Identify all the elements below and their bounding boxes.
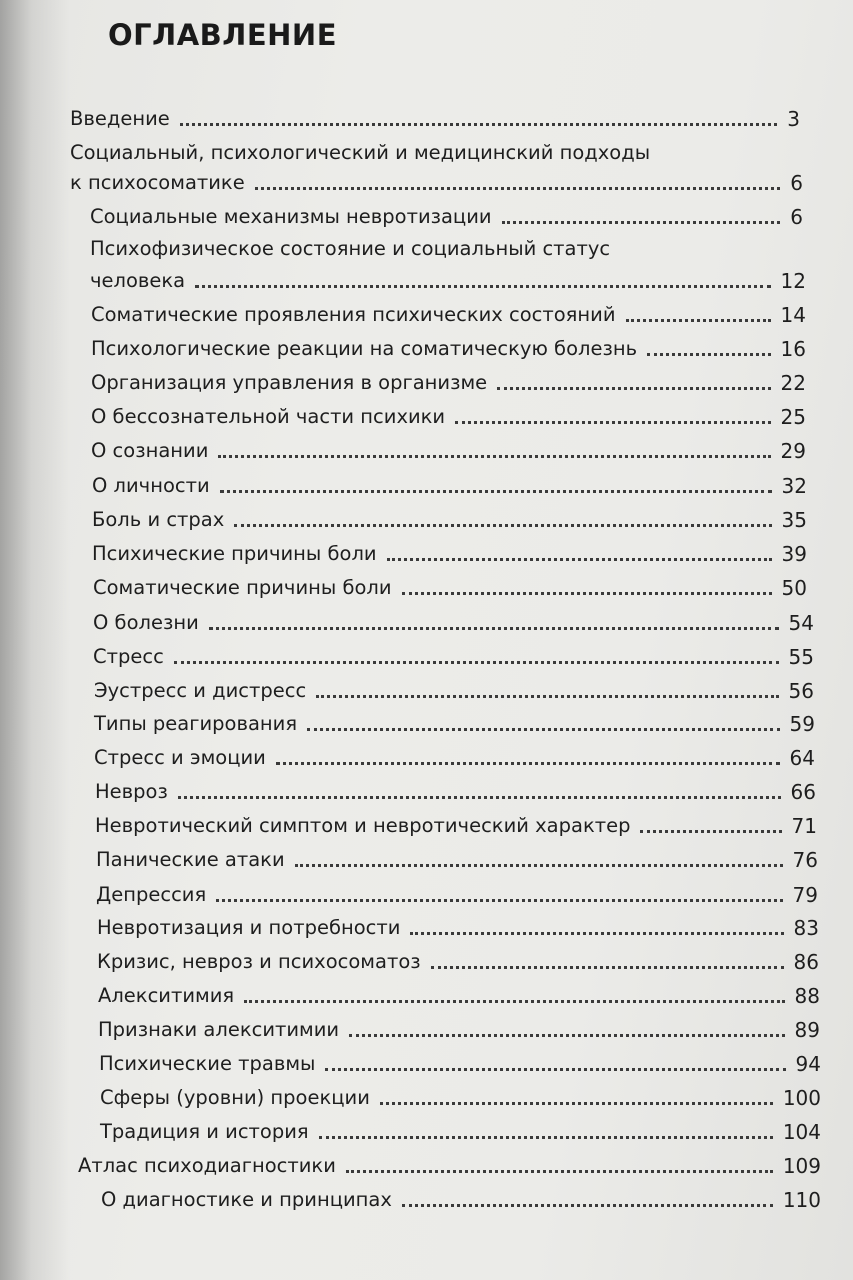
toc-entry (94, 741, 815, 771)
dot-leader (234, 524, 771, 527)
toc-entry-page: 32 (781, 474, 807, 498)
toc-entry-page: 39 (781, 542, 807, 566)
toc-entry-label: Признаки алекситимии (98, 1018, 340, 1041)
toc-entry-label: О болезни (93, 611, 199, 634)
dot-leader (502, 221, 781, 224)
toc-entry-page: 6 (790, 205, 803, 229)
dot-leader (626, 319, 771, 322)
dot-leader (380, 1102, 773, 1105)
toc-entry-page: 79 (792, 883, 818, 907)
toc-entry (93, 640, 814, 670)
toc-entry (96, 843, 818, 873)
dot-leader (387, 558, 772, 561)
dot-leader (497, 387, 770, 390)
toc-entry-label: О бессознательной части психики (91, 405, 446, 428)
toc-entry-page: 12 (780, 269, 806, 293)
toc-entry (96, 878, 818, 908)
dot-leader (410, 932, 783, 935)
dot-leader (455, 421, 770, 424)
toc-entry-page: 94 (795, 1052, 821, 1076)
toc-entry-page: 109 (782, 1154, 821, 1178)
dot-leader (220, 490, 772, 493)
page-title: ОГЛАВЛЕНИЕ (108, 18, 338, 52)
toc-entry (91, 366, 806, 396)
toc-entry (100, 1081, 821, 1111)
toc-entry-label: Психические причины боли (92, 542, 377, 565)
toc-entry (98, 979, 820, 1009)
toc-entry-label: Невротизация и потребности (97, 916, 401, 939)
toc-entry (90, 200, 803, 230)
toc-entry-page: 71 (791, 814, 817, 838)
toc-entry-label: Панические атаки (96, 848, 285, 871)
toc-entry-label: Невроз (95, 780, 168, 803)
toc-entry-label: Боль и страх (92, 508, 225, 531)
toc-entry-page: 104 (782, 1120, 821, 1144)
toc-entry (93, 606, 814, 636)
toc-entry-page: 56 (788, 679, 814, 703)
toc-entry-label: Социальные механизмы невротизации (90, 205, 492, 228)
toc-entry-page: 22 (780, 371, 806, 395)
toc-entry-page: 83 (793, 916, 819, 940)
toc-entry (92, 503, 807, 533)
dot-leader (349, 1034, 784, 1037)
toc-entry-page: 25 (780, 405, 806, 429)
toc-entry-label: О диагностике и принципах (101, 1188, 392, 1211)
dot-leader (178, 796, 781, 799)
toc-entry-label: О личности (92, 474, 210, 497)
toc-entry-label: Эустресс и дистресс (94, 679, 307, 702)
toc-entry-label: О сознании (91, 439, 209, 462)
toc-entry-page: 50 (781, 576, 807, 600)
toc-entry (99, 1047, 821, 1077)
toc-entry-label: Психофизическое состояние и социальный статус (90, 237, 611, 260)
toc-entry-page: 6 (790, 171, 803, 195)
toc-entry (70, 166, 803, 196)
dot-leader (195, 285, 770, 288)
dot-leader (174, 661, 779, 664)
toc-entry-page: 14 (780, 303, 806, 327)
toc-entry (97, 945, 819, 975)
toc-entry-label: Депрессия (96, 883, 207, 906)
toc-entry (98, 1013, 820, 1043)
toc-entry-label: человека (90, 269, 186, 292)
toc-entry (92, 469, 807, 499)
dot-leader (255, 187, 781, 190)
toc-entry-label: Невротический симптом и невротический характер (95, 814, 631, 837)
toc-entry-page: 3 (787, 107, 800, 131)
toc-entry-label: Стресс и эмоции (94, 746, 266, 769)
dot-leader (402, 592, 772, 595)
toc-entry-label: Соматические проявления психических состояний (91, 303, 616, 326)
toc-entry-label: Алекситимия (98, 984, 235, 1007)
toc-entry-label: Психические травмы (99, 1052, 316, 1075)
dot-leader (216, 899, 782, 902)
dot-leader (640, 830, 781, 833)
toc-entry (93, 571, 807, 601)
toc-entry-page: 86 (793, 950, 819, 974)
toc-entry (95, 809, 817, 839)
toc-entry-page: 54 (788, 611, 814, 635)
toc-entry (92, 537, 807, 567)
toc-entry-page: 64 (789, 746, 815, 770)
dot-leader (319, 1136, 773, 1139)
toc-entry-label: Сферы (уровни) проекции (100, 1086, 370, 1109)
toc-entry-label: Традиция и история (100, 1120, 309, 1143)
dot-leader (218, 455, 770, 458)
toc-entry-label: Организация управления в организме (91, 371, 488, 394)
toc-entry-page: 59 (789, 712, 815, 736)
toc-entry-page: 35 (781, 508, 807, 532)
toc-entry-page: 29 (780, 439, 806, 463)
toc-entry (94, 707, 815, 737)
toc-entry-label: Психологические реакции на соматическую болезнь (91, 337, 638, 360)
toc-entry (91, 298, 806, 328)
toc-entry-page: 100 (782, 1086, 821, 1110)
dot-leader (244, 1000, 784, 1003)
toc-entry (90, 264, 806, 294)
toc-entry (78, 1149, 821, 1179)
toc-entry (91, 332, 806, 362)
toc-entry-page: 55 (788, 645, 814, 669)
toc-entry (91, 434, 806, 464)
toc-entry-page: 88 (794, 984, 820, 1008)
toc-entry-label: Атлас психодиагностики (78, 1154, 336, 1177)
toc-entry (100, 1115, 821, 1145)
dot-leader (276, 762, 780, 765)
toc-entry (94, 674, 814, 704)
toc-entry-page: 76 (792, 848, 818, 872)
toc-entry (91, 400, 806, 430)
toc-entry-page: 89 (794, 1018, 820, 1042)
dot-leader (402, 1204, 773, 1207)
toc-entry (70, 102, 800, 132)
toc-entry-label: Типы реагирования (94, 712, 298, 735)
dot-leader (295, 864, 783, 867)
dot-leader (307, 728, 779, 731)
toc-entry-label: Стресс (93, 645, 164, 668)
toc-entry-page: 110 (782, 1188, 821, 1212)
toc-entry-page: 66 (790, 780, 816, 804)
dot-leader (346, 1170, 773, 1173)
dot-leader (431, 966, 784, 969)
dot-leader (647, 353, 770, 356)
toc-entry-page: 16 (780, 337, 806, 361)
dot-leader (180, 123, 777, 126)
toc-entry-label: Кризис, невроз и психосоматоз (97, 950, 421, 973)
toc-entry (95, 775, 816, 805)
toc-entry-label: Введение (70, 107, 170, 130)
dot-leader (325, 1068, 785, 1071)
dot-leader (209, 627, 779, 630)
dot-leader (316, 695, 778, 698)
toc-entry (101, 1183, 821, 1213)
toc-entry-label: Соматические причины боли (93, 576, 392, 599)
toc-entry (97, 911, 819, 941)
toc-entry-label: к психосоматике (70, 171, 245, 194)
toc-entry-label: Социальный, психологический и медицинский подходы (70, 141, 651, 164)
